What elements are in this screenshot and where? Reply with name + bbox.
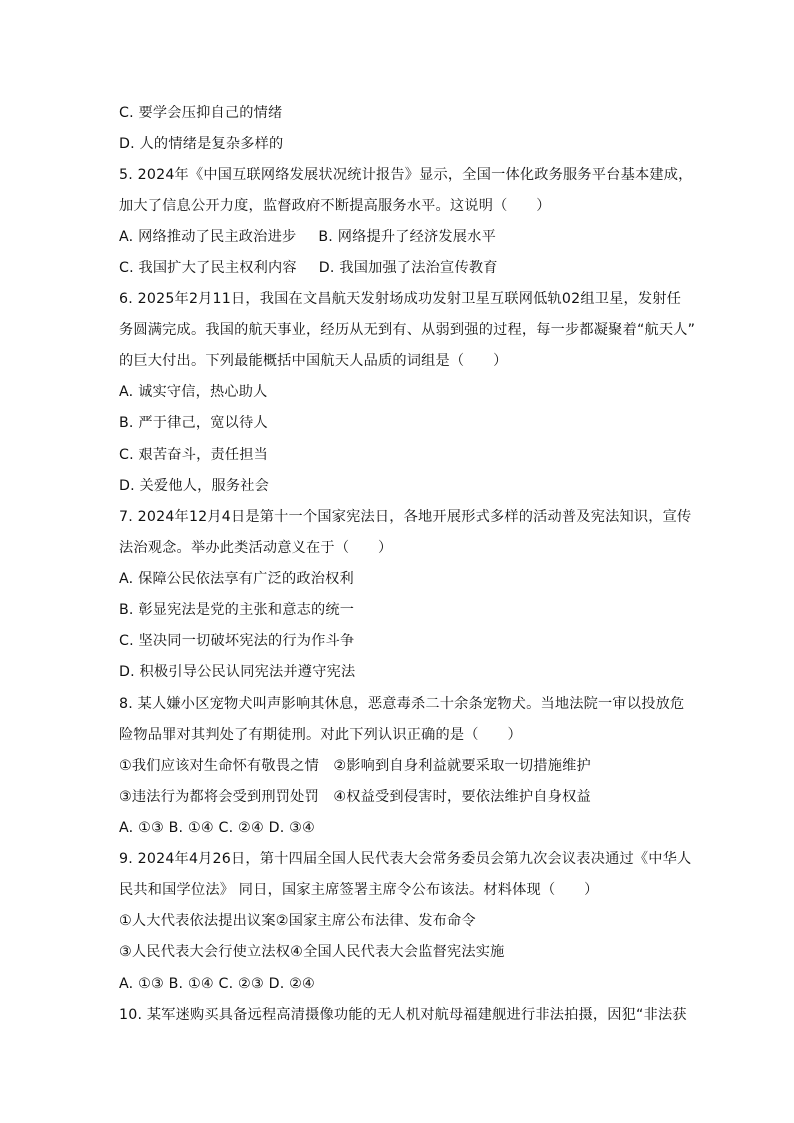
- q5-option-c: C. 我国扩大了民主权利内容: [119, 260, 297, 276]
- q5-option-a: A. 网络推动了民主政治进步: [119, 229, 297, 245]
- q7-stem-line-2: 法治观念。举办此类活动意义在于（ ）: [119, 540, 393, 556]
- q9-statements-1-2: ①人大代表依法提出议案②国家主席公布法律、发布命令: [119, 913, 476, 929]
- q5-option-b: B. 网络提升了经济发展水平: [318, 229, 496, 245]
- q4-option-c: C. 要学会压抑自己的情绪: [119, 105, 283, 121]
- q7-option-b: B. 彰显宪法是党的主张和意志的统一: [119, 602, 355, 618]
- q4-option-d: D. 人的情绪是复杂多样的: [119, 136, 284, 152]
- q6-stem-line-1: 6. 2025年2月11日，我国在文昌航天发射场成功发射卫星互联网低轨02组卫星，发射任: [119, 291, 682, 307]
- q7-option-a: A. 保障公民依法享有广泛的政治权利: [119, 571, 354, 587]
- q6-stem-line-2: 务圆满完成。我国的航天事业，经历从无到有、从弱到强的过程，每一步都凝聚着“航天人”: [119, 322, 696, 338]
- q5-stem-line-2: 加大了信息公开力度，监督政府不断提高服务水平。这说明（ ）: [119, 198, 551, 214]
- q8-stem-line-2: 险物品罪对其判处了有期徒刑。对此下列认识正确的是（ ）: [119, 727, 522, 743]
- q9-options: A. ①③ B. ①④ C. ②③ D. ②④: [119, 976, 315, 992]
- q7-option-c: C. 坚决同一切破坏宪法的行为作斗争: [119, 633, 355, 649]
- q9-statements-3-4: ③人民代表大会行使立法权④全国人民代表大会监督宪法实施: [119, 944, 505, 960]
- q8-statements-1-2: ①我们应该对生命怀有敬畏之情 ②影响到自身利益就要采取一切措施维护: [119, 758, 591, 774]
- q6-option-c: C. 艰苦奋斗，责任担当: [119, 447, 269, 463]
- q5-stem-line-1: 5. 2024年《中国互联网络发展状况统计报告》显示，全国一体化政务服务平台基本建成，: [119, 167, 693, 183]
- q5-option-d: D. 我国加强了法治宣传教育: [318, 260, 498, 276]
- q6-option-b: B. 严于律己，宽以待人: [119, 415, 268, 431]
- q9-stem-line-1: 9. 2024年4月26日，第十四届全国人民代表大会常务委员会第九次会议表决通过《中华人: [119, 851, 692, 867]
- q7-stem-line-1: 7. 2024年12月4日是第十一个国家宪法日，各地开展形式多样的活动普及宪法知识，宣传: [119, 509, 692, 525]
- q9-stem-line-2: 民共和国学位法》 同日，国家主席签署主席令公布该法。材料体现（ ）: [119, 882, 599, 898]
- q8-options: A. ①③ B. ①④ C. ②④ D. ③④: [119, 820, 315, 836]
- q6-option-d: D. 关爱他人，服务社会: [119, 478, 270, 494]
- q7-option-d: D. 积极引导公民认同宪法并遵守宪法: [119, 664, 356, 680]
- q6-option-a: A. 诚实守信，热心助人: [119, 384, 268, 400]
- q5-options-row-2: [119, 258, 498, 278]
- q10-stem-line-1: 10. 某军迷购买具备远程高清摄像功能的无人机对航母福建舰进行非法拍摄，因犯“非法获: [119, 1007, 687, 1023]
- q5-options-row-1: [119, 227, 496, 247]
- q8-statements-3-4: ③违法行为都将会受到刑罚处罚 ④权益受到侵害时，要依法维护自身权益: [119, 789, 591, 805]
- q6-stem-line-3: 的巨大付出。下列最能概括中国航天人品质的词组是（ ）: [119, 353, 508, 369]
- q8-stem-line-1: 8. 某人嫌小区宠物犬叫声影响其休息，恶意毒杀二十余条宠物犬。当地法院一审以投放危: [119, 696, 685, 712]
